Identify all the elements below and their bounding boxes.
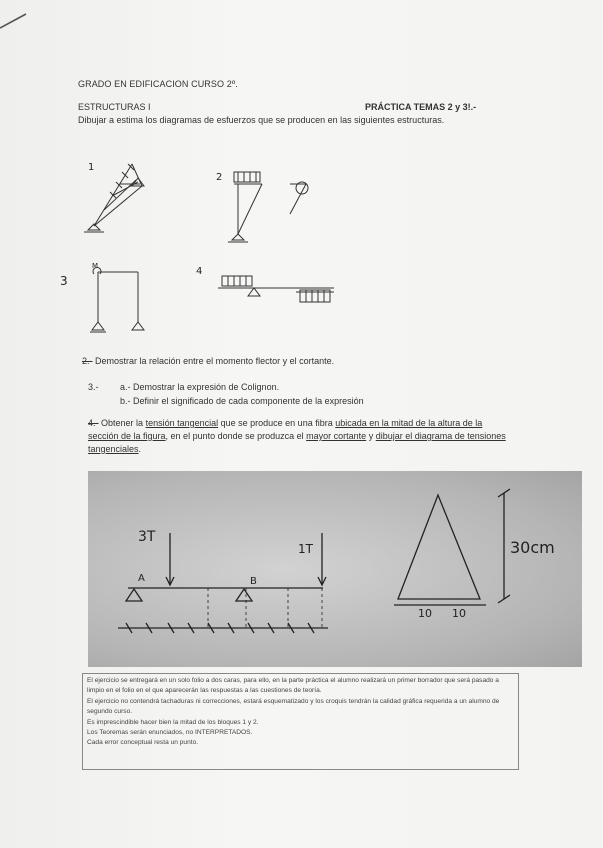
question-4-part-6: mayor cortante bbox=[306, 431, 367, 441]
practice-title: PRÁCTICA TEMAS 2 y 3!.- bbox=[365, 102, 477, 112]
question-4-part-1: Obtener la bbox=[101, 418, 146, 428]
rule-3: Es imprescindible hacer bien la mitad de los bloques 1 y 2. bbox=[87, 718, 259, 726]
load-right-label: 1T bbox=[298, 542, 313, 556]
figure-1 bbox=[84, 164, 144, 232]
support-b-label: B bbox=[250, 576, 257, 587]
figure-4 bbox=[218, 276, 334, 302]
question-4-part-7: y bbox=[366, 431, 376, 441]
question-4-part-4: ubicada en la mitad de la altura de la sección de la figura bbox=[88, 418, 483, 441]
question-3a: a.- Demostrar la expresión de Colignon. bbox=[120, 382, 280, 392]
question-3b: b.- Definir el significado de cada componente de la expresión bbox=[120, 396, 364, 406]
figure-label-3: 3 bbox=[60, 274, 68, 288]
question-4-part-5: , en el punto donde se produzca el bbox=[165, 431, 307, 441]
question-4 bbox=[88, 417, 508, 456]
moment-label: M bbox=[92, 262, 99, 270]
rule-4: Los Teoremas serán enunciados, no INTERPRETADOS. bbox=[87, 729, 253, 737]
figure-label-4: 4 bbox=[196, 266, 203, 277]
figure-label-1: 1 bbox=[88, 162, 95, 173]
course-header: GRADO EN EDIFICACION CURSO 2º. bbox=[78, 79, 238, 89]
pen-mark bbox=[0, 0, 40, 30]
subject-title: ESTRUCTURAS I bbox=[78, 102, 151, 112]
figure-label-2: 2 bbox=[216, 172, 223, 183]
rule-2: El ejercicio no contendrá tachaduras ni correcciones, estará esquematizado y los croquis tendrán la calidad gráfica requerida a un alumno de segundo curso. bbox=[87, 697, 500, 716]
base-right-label: 10 bbox=[452, 607, 466, 620]
load-left-label: 3T bbox=[138, 529, 156, 545]
rule-1: El ejercicio se entregará en un solo folio a dos caras, para ello, en la parte práctica el alumno realizará un primer borrador que será pasado a limpio en el folio en el que aparecerán las respuestas a las cuestiones de teoría. bbox=[87, 677, 499, 695]
instructions: Dibujar a estima los diagramas de esfuerzos que se producen en las siguientes estructuras. bbox=[78, 115, 445, 125]
question-4-part-9: . bbox=[138, 444, 142, 454]
structure-sketches bbox=[0, 150, 603, 345]
rules-box bbox=[82, 673, 519, 770]
base-left-label: 10 bbox=[418, 607, 432, 620]
figure-2 bbox=[228, 172, 308, 242]
question-2-text: Demostrar la relación entre el momento flector y el cortante. bbox=[95, 356, 335, 366]
section-height-label: 30cm bbox=[510, 538, 555, 557]
question-3-number: 3.- bbox=[88, 382, 99, 392]
question-4-part-2: tensión tangencial bbox=[145, 418, 219, 428]
question-4-part-8: dibujar el diagrama de tensiones tangenciales bbox=[88, 431, 506, 454]
question-4-part-3: que se produce en una fibra bbox=[218, 418, 336, 428]
question-4-number: 4.- bbox=[88, 418, 99, 428]
question-2-number: 2.- bbox=[82, 356, 93, 366]
beam-section-drawing bbox=[88, 471, 582, 667]
figure-3 bbox=[90, 262, 144, 332]
rule-5: Cada error conceptual resta un punto. bbox=[87, 739, 199, 747]
support-a-label: A bbox=[138, 573, 145, 584]
question-2 bbox=[82, 355, 334, 367]
beam-section-photo bbox=[88, 471, 582, 667]
